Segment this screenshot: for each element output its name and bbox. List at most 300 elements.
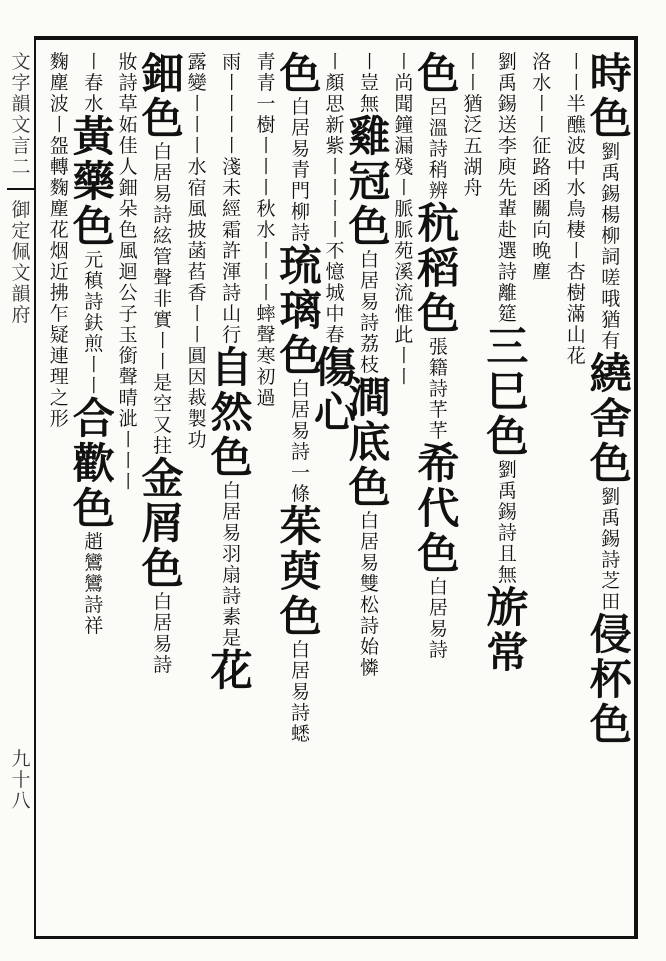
glyph: 子 [118,303,138,325]
glyph: 芊 [428,399,448,421]
glyph: 離 [497,282,517,304]
spine-margin [6,52,36,932]
annotation-text [498,52,517,325]
glyph: 合 [72,394,115,443]
bottom-border [34,936,638,939]
glyph: 詩 [222,585,242,607]
glyph: 詩 [359,615,379,637]
glyph: 辨 [428,180,448,202]
glyph: 顏 [325,72,345,94]
glyph: 條 [291,483,311,505]
glyph: 城 [325,282,345,304]
glyph: 殘 [394,156,414,178]
glyph: 〡 [84,51,104,73]
glyph: 無 [359,93,379,115]
glyph: 鸞 [84,552,104,574]
headword [589,349,632,488]
glyph: 劉 [497,51,517,73]
glyph: 〡 [222,114,242,136]
glyph: 形 [49,408,69,430]
glyph: 泛 [463,114,483,136]
glyph: 庾 [497,156,517,178]
spine-book-title [11,200,30,326]
glyph: 繞 [589,349,632,398]
glyph: 始 [359,636,379,658]
glyph: 楊 [601,204,621,226]
glyph: 玉 [118,324,138,346]
glyph: 花 [210,646,253,695]
glyph: 韻 [11,93,31,115]
glyph: 荔 [359,333,379,355]
glyph: 因 [187,366,207,388]
glyph: 劉 [601,141,621,163]
glyph: 半 [566,93,586,115]
glyph: 且 [497,543,517,565]
annotation-text [325,199,344,346]
glyph: 脈 [394,219,414,241]
glyph: 居 [291,660,311,682]
annotation-text [291,379,310,505]
glyph: 易 [291,138,311,160]
glyph: 舟 [463,177,483,199]
glyph: 屑 [141,499,184,548]
glyph: 樹 [566,282,586,304]
glyph: 無 [497,564,517,586]
annotation-text [498,460,517,586]
glyph: 秋 [256,198,276,220]
annotation-text [325,52,344,115]
glyph: 〡 [256,135,276,157]
glyph: 松 [359,594,379,616]
glyph: 詩 [428,639,448,661]
glyph: 色 [589,700,632,749]
glyph: 溪 [394,261,414,283]
glyph: 〡 [153,351,173,373]
glyph: 色 [417,289,460,338]
glyph: 征 [532,135,552,157]
glyph: 八 [11,790,31,812]
glyph: 銜 [118,345,138,367]
glyph: 水 [532,72,552,94]
glyph: 向 [532,219,552,241]
annotation-text [11,52,30,178]
glyph: 花 [566,345,586,367]
glyph: 非 [153,288,173,310]
annotation-text [360,52,379,115]
glyph: 函 [532,177,552,199]
glyph: 〡 [256,240,276,262]
glyph: 經 [222,198,242,220]
glyph: 稹 [84,270,104,292]
glyph: 禹 [601,162,621,184]
glyph: 錫 [497,501,517,523]
glyph: 芝 [601,570,621,592]
glyph: 圓 [187,345,207,367]
glyph: 鳥 [566,198,586,220]
text-column [279,49,322,932]
glyph: 連 [49,345,69,367]
glyph: 居 [428,597,448,619]
annotation-text [360,250,379,376]
glyph: 居 [291,399,311,421]
glyph: 〡 [256,156,276,178]
glyph: 〡 [118,429,138,451]
glyph: 然 [210,388,253,437]
glyph: 李 [497,135,517,157]
glyph: 十 [11,769,31,791]
annotation-text [188,304,207,451]
annotation-text [119,388,138,493]
glyph: 白 [291,378,311,400]
headword [417,199,460,338]
glyph: 〡 [463,72,483,94]
glyph: 過 [256,387,276,409]
glyph: 憐 [359,657,379,679]
glyph: 送 [497,114,517,136]
glyph: 佳 [118,135,138,157]
annotation-text [463,52,482,199]
glyph: 樹 [256,114,276,136]
glyph: 〡 [394,366,414,388]
headword [141,49,184,143]
glyph: 猶 [463,93,483,115]
annotation-text [153,592,172,676]
glyph: 雞 [348,112,391,161]
glyph: 旂 [486,583,529,632]
glyph: 蟀 [256,303,276,325]
glyph: 苑 [394,240,414,262]
glyph: 春 [325,324,345,346]
glyph: 春 [84,72,104,94]
glyph: 府 [11,304,31,326]
glyph: 〡 [84,354,104,376]
glyph: 詩 [601,549,621,571]
glyph: 路 [532,156,552,178]
annotation-text [394,178,413,304]
glyph: 居 [153,612,173,634]
glyph: 絃 [153,225,173,247]
glyph: 〡 [325,198,345,220]
glyph: 哦 [601,288,621,310]
glyph: 趙 [84,531,104,553]
glyph: 〡 [325,219,345,241]
glyph: 又 [153,414,173,436]
glyph: 赴 [497,219,517,241]
headword [141,454,184,593]
glyph: 塵 [532,261,552,283]
glyph: 二 [11,156,31,178]
glyph: 佩 [11,241,31,263]
glyph: 青 [256,72,276,94]
glyph: 稻 [417,244,460,293]
glyph: 豈 [359,72,379,94]
glyph: 色 [279,592,322,641]
glyph: 紫 [325,135,345,157]
glyph: 裁 [187,387,207,409]
glyph: 輩 [497,198,517,220]
annotation-text [567,241,586,367]
glyph: 淺 [222,156,242,178]
glyph: 煎 [84,333,104,355]
glyph: 稍 [428,159,448,181]
glyph: 行 [222,324,242,346]
glyph: 〡 [256,261,276,283]
text-column [72,51,115,932]
glyph: 色 [417,529,460,578]
glyph: 詩 [84,291,104,313]
glyph: 波 [49,93,69,115]
annotation-text [532,52,551,283]
glyph: 璃 [279,286,322,335]
glyph: 〡 [222,93,242,115]
glyph: 禹 [601,507,621,529]
glyph: 錫 [601,183,621,205]
headword [417,49,460,98]
annotation-text [50,241,69,430]
text-column [348,51,391,932]
annotation-text [257,52,276,199]
glyph: 製 [187,408,207,430]
glyph: 惟 [394,303,414,325]
glyph: 柳 [601,225,621,247]
glyph: 羽 [222,543,242,565]
glyph: 枝 [359,354,379,376]
glyph: 拄 [153,435,173,457]
glyph: 劉 [497,459,517,481]
text-column [141,49,184,932]
glyph: 嗟 [601,267,621,289]
glyph: 青 [256,51,276,73]
glyph: 〡 [566,72,586,94]
glyph: 風 [118,240,138,262]
glyph: 〡 [566,240,586,262]
glyph: 菡 [187,240,207,262]
glyph: 是 [222,627,242,649]
glyph: 〡 [256,282,276,304]
glyph: 色 [210,433,253,482]
glyph: 中 [566,156,586,178]
glyph: 芊 [428,420,448,442]
glyph: 此 [394,324,414,346]
glyph: 滿 [566,303,586,325]
glyph: 禹 [497,480,517,502]
glyph: 易 [153,633,173,655]
glyph: 新 [325,114,345,136]
glyph: 洛 [532,51,552,73]
glyph: 不 [325,240,345,262]
glyph: 露 [187,51,207,73]
annotation-text [84,250,103,397]
page-number [11,749,30,812]
glyph: 色 [279,331,322,380]
glyph: 功 [187,429,207,451]
glyph: 〡 [532,93,552,115]
glyph: 詩 [291,441,311,463]
glyph: 選 [497,240,517,262]
glyph: 易 [291,420,311,442]
annotation-text [429,337,448,442]
glyph: 近 [49,261,69,283]
glyph: 字 [11,72,31,94]
glyph: 空 [153,393,173,415]
glyph: 疑 [49,324,69,346]
glyph: 水 [84,93,104,115]
glyph: 居 [291,117,311,139]
glyph: 關 [532,198,552,220]
headword [348,112,391,251]
glyph: 聲 [256,324,276,346]
glyph: 色 [348,202,391,251]
annotation-text [50,115,69,241]
glyph: 麴 [49,177,69,199]
glyph: 詩 [428,138,448,160]
text-column [525,52,559,932]
annotation-text [153,142,172,331]
glyph: 舍 [589,394,632,443]
glyph: 文 [11,262,31,284]
glyph: 〡 [153,330,173,352]
glyph: 麴 [49,51,69,73]
glyph: 禹 [497,72,517,94]
glyph: 山 [222,303,242,325]
right-border [634,36,638,939]
glyph: 色 [72,202,115,251]
glyph: 水 [566,177,586,199]
headword [589,610,632,749]
annotation-text [50,52,69,115]
glyph: 色 [486,412,529,461]
glyph: 晴 [118,387,138,409]
glyph: 色 [348,463,391,512]
glyph: 詩 [428,378,448,400]
glyph: 鈇 [84,312,104,334]
glyph: 張 [428,336,448,358]
text-column [486,51,529,932]
text-column [387,52,421,932]
glyph: 溫 [428,117,448,139]
glyph: 詩 [291,702,311,724]
glyph: 水 [256,219,276,241]
glyph: 秔 [417,199,460,248]
annotation-text [188,52,207,304]
annotation-text [257,199,276,304]
glyph: 思 [325,93,345,115]
annotation-text [11,749,30,812]
text-column [313,51,356,932]
glyph: 盌 [49,135,69,157]
glyph: 一 [291,462,311,484]
glyph: 韻 [11,283,31,305]
glyph: 易 [359,291,379,313]
glyph: 一 [256,93,276,115]
glyph: 鈿 [118,177,138,199]
text-column [589,49,632,932]
spine-section-title [11,52,30,178]
text-column [249,52,283,932]
glyph: 扇 [222,564,242,586]
glyph: 醮 [566,114,586,136]
glyph: 時 [589,49,632,98]
annotation-text [394,52,413,178]
glyph: 朵 [118,198,138,220]
glyph: 聲 [153,267,173,289]
glyph: 冠 [348,157,391,206]
glyph: 〡 [325,156,345,178]
glyph: 雙 [359,573,379,595]
glyph: 〡 [187,303,207,325]
headword [486,322,529,461]
headword [210,343,253,482]
glyph: 琉 [279,241,322,290]
glyph: 妝 [118,51,138,73]
glyph: 居 [222,501,242,523]
glyph: 澗 [348,373,391,422]
glyph: 霜 [222,219,242,241]
glyph: 常 [486,628,529,677]
headword [210,646,253,695]
glyph: 鈿 [141,49,184,98]
glyph: 青 [291,159,311,181]
glyph: 萏 [187,261,207,283]
annotation-text [429,577,448,661]
glyph: 棲 [566,219,586,241]
glyph: 聞 [394,93,414,115]
glyph: 許 [222,240,242,262]
headword [589,49,632,143]
glyph: 色 [589,439,632,488]
headword [486,583,529,677]
glyph: 素 [222,606,242,628]
headword [417,439,460,578]
glyph: 文 [11,114,31,136]
glyph: 〡 [394,177,414,199]
glyph: 籍 [428,357,448,379]
annotation-text [601,142,620,352]
glyph: 〡 [394,51,414,73]
glyph: 侵 [589,610,632,659]
glyph: 〡 [118,450,138,472]
glyph: 祥 [84,615,104,637]
glyph: 萸 [279,547,322,596]
glyph: 錫 [497,93,517,115]
glyph: 〡 [394,345,414,367]
glyph: 未 [222,177,242,199]
glyph: 〡 [187,324,207,346]
glyph: 白 [359,249,379,271]
glyph: 色 [72,484,115,533]
glyph: 蟋 [291,723,311,745]
glyph: 杏 [566,261,586,283]
annotation-text [429,97,448,202]
text-column [417,49,460,932]
glyph: 水 [187,156,207,178]
glyph: 劉 [601,486,621,508]
glyph: 白 [291,639,311,661]
text-column [559,52,593,932]
glyph: 憶 [325,261,345,283]
glyph: 〡 [359,51,379,73]
glyph: 元 [84,249,104,271]
glyph: 〡 [325,51,345,73]
glyph: 金 [141,454,184,503]
glyph: 〡 [187,93,207,115]
glyph: 鸞 [84,573,104,595]
glyph: 白 [222,480,242,502]
glyph: 九 [11,748,31,770]
annotation-text [291,97,310,244]
glyph: 門 [291,180,311,202]
headword [279,241,322,380]
